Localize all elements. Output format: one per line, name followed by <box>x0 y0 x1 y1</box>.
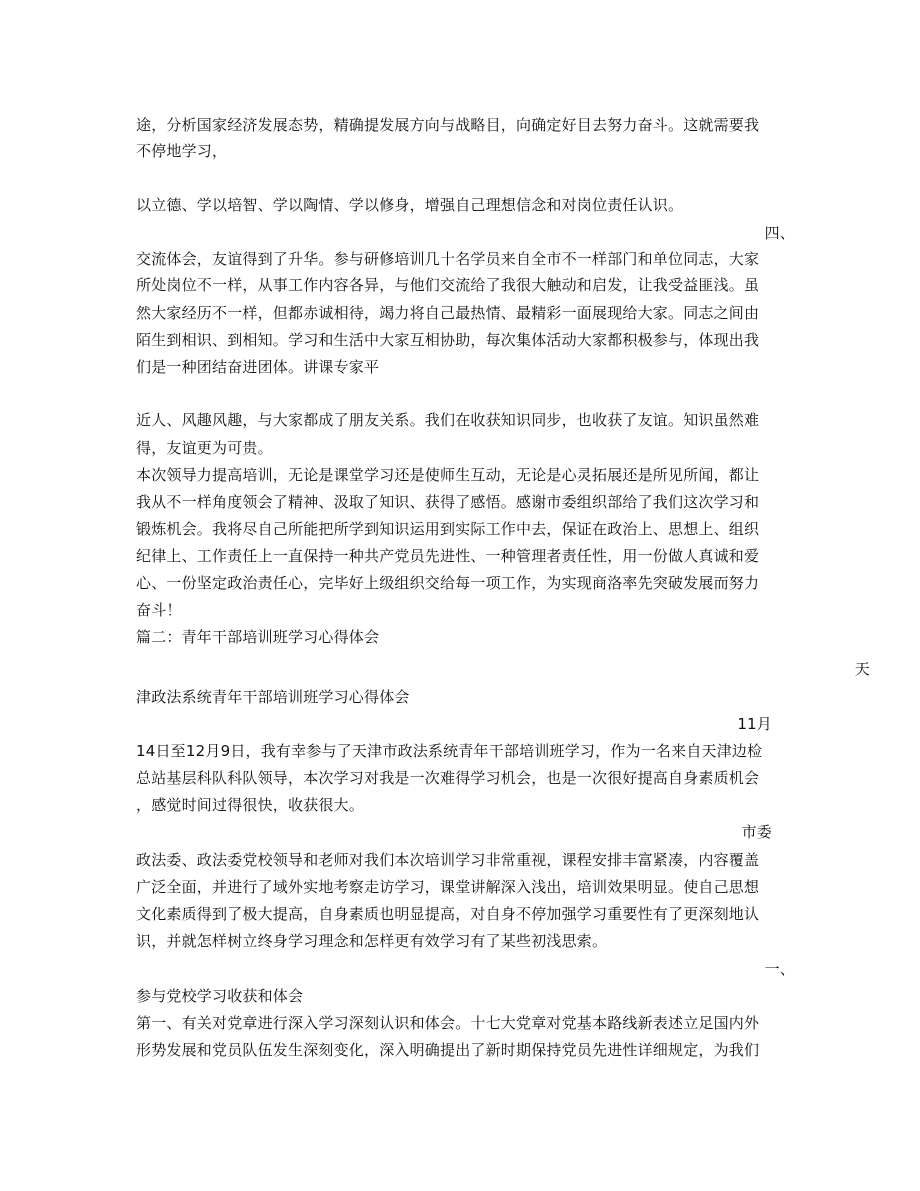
text-line: 途，分析国家经济发展态势，精确提发展方向与战略目，向确定好目去努力奋斗。这就需要我 <box>136 116 760 134</box>
text-line: 交流体会，友谊得到了升华。参与研修培训几十名学员来自全市不一样部门和单位同志，大家 <box>136 250 760 268</box>
text-line: 然大家经历不一样，但都赤诚相待，竭力将自己最热情、最精彩一面展现给大家。同志之间由 <box>136 304 760 322</box>
text-line: 奋斗！ <box>136 601 182 619</box>
text-line: 政法委、政法委党校领导和老师对我们本次培训学习非常重视，课程安排丰富紧凑，内容覆盖 <box>136 851 760 869</box>
text-line: 锻炼机会。我将尽自己所能把所学到知识运用到实际工作中去，保证在政治上、思想上、组织 <box>136 520 760 538</box>
text-line: 近人、风趣风趣，与大家都成了朋友关系。我们在收获知识同步，也收获了友谊。知识虽然难 <box>136 411 760 429</box>
text-line: 得，友谊更为可贵。 <box>136 439 273 457</box>
text-line: 陌生到相识、到相知。学习和生活中大家互相协助，每次集体活动大家都积极参与，体现出我 <box>136 331 760 349</box>
text-line: 本次领导力提高培训，无论是课堂学习还是使师生互动，无论是心灵拓展还是所见所闻，都让 <box>136 466 760 484</box>
text-line: 第一、有关对党章进行深入学习深刻认识和体会。十七大党章对党基本路线新表述立足国内外 <box>136 1014 760 1032</box>
text-line: 总站基层科队科队领导，本次学习对我是一次难得学习机会，也是一次很好提高自身素质机会 <box>136 769 760 787</box>
text-line: 津政法系统青年干部培训班学习心得体会 <box>136 688 410 706</box>
text-line: 不停地学习， <box>136 142 228 160</box>
text-line: 文化素质得到了极大提高，自身素质也明显提高，对自身不停加强学习重要性有了更深刻地认 <box>136 905 760 923</box>
text-line: ，感觉时间过得很快，收获很大。 <box>136 796 365 814</box>
text-line: 识，并就怎样树立终身学习理念和怎样更有效学习有了某些初浅思索。 <box>136 932 608 950</box>
text-line: 11月 <box>737 715 772 733</box>
text-line: 所处岗位不一样，从事工作内容各异，与他们交流给了我很大触动和启发，让我受益匪浅。虽 <box>136 276 760 294</box>
text-line: 市委 <box>741 823 772 841</box>
section-heading: 一、 <box>764 960 795 978</box>
text-line: 广泛全面，并进行了域外实地考察走访学习，课堂讲解深入浅出，培训效果明显。使自己思想 <box>136 878 760 896</box>
text-line: 我从不一样角度领会了精神、汲取了知识、获得了感悟。感谢市委组织部给了我们这次学习和 <box>136 493 760 511</box>
section-title: 篇二：青年干部培训班学习心得体会 <box>136 628 380 646</box>
text-line: 参与党校学习收获和体会 <box>136 987 304 1005</box>
text-line: 天 <box>854 660 870 678</box>
text-line: 们是一种团结奋进团体。讲课专家平 <box>136 358 380 376</box>
text-line: 以立德、学以培智、学以陶情、学以修身，增强自己理想信念和对岗位责任认识。 <box>136 196 684 214</box>
text-line: 14日至12月9日，我有幸参与了天津市政法系统青年干部培训班学习，作为一名来自天津边检 <box>136 742 763 760</box>
text-line: 心、一份坚定政治责任心，完毕好上级组织交给每一项工作，为实现商洛率先突破发展而努力 <box>136 574 760 592</box>
text-line: 形势发展和党员队伍发生深刻变化，深入明确提出了新时期保持党员先进性详细规定，为我们 <box>136 1041 760 1059</box>
text-line: 纪律上、工作责任上一直保持一种共产党员先进性、一种管理者责任性，用一份做人真诚和爱 <box>136 547 760 565</box>
section-heading: 四、 <box>764 224 795 242</box>
